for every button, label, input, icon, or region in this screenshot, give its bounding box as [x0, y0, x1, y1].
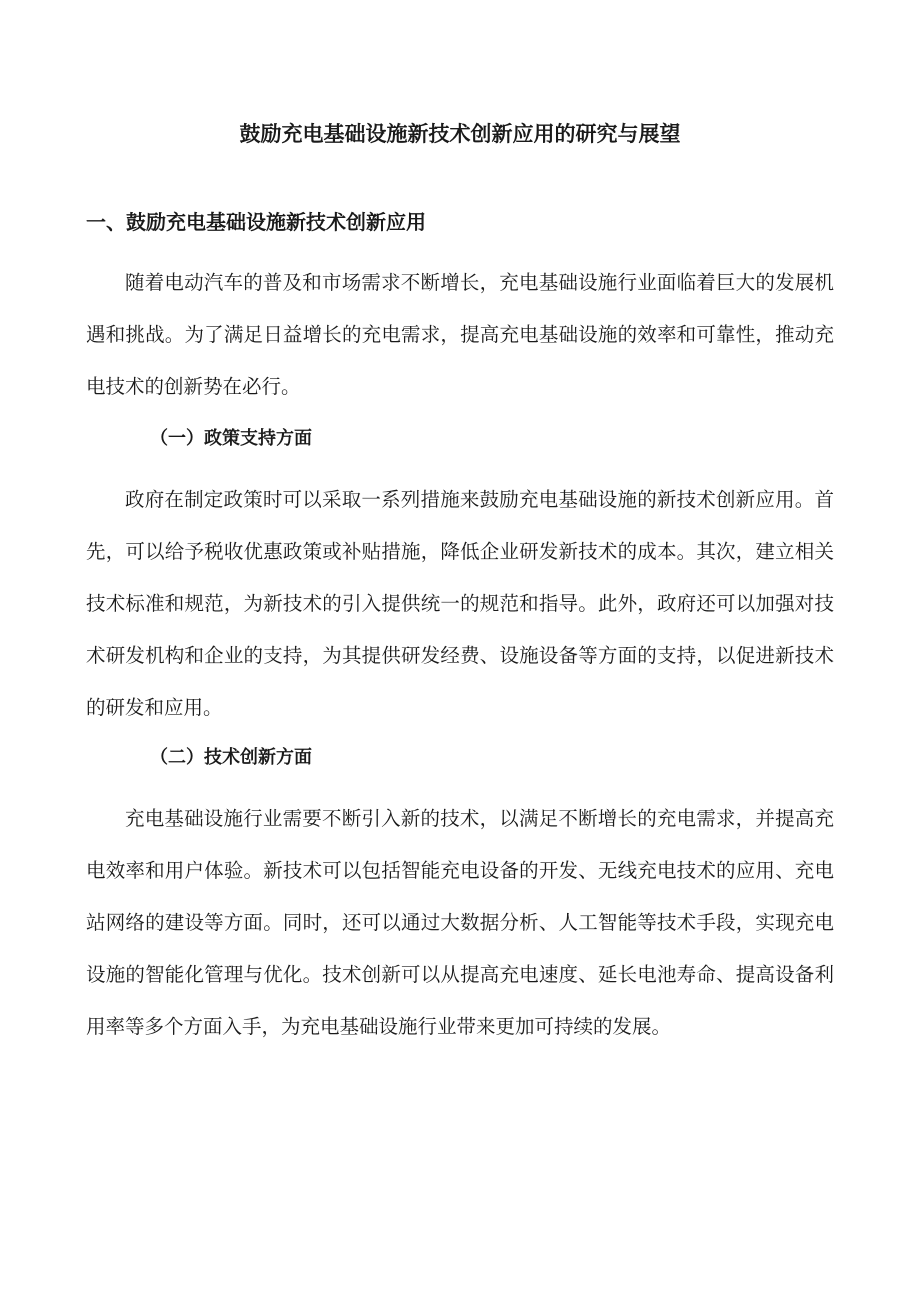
intro-paragraph: 随着电动汽车的普及和市场需求不断增长，充电基础设施行业面临着巨大的发展机遇和挑战。为了满足日益增长的充电需求，提高充电基础设施的效率和可靠性，推动充电技术的创新势在必行。 [86, 271, 834, 398]
policy-paragraph: 政府在制定政策时可以采取一系列措施来鼓励充电基础设施的新技术创新应用。首先，可以给予税收优惠政策或补贴措施，降低企业研发新技术的成本。其次，建立相关技术标准和规范，为新技术的引入提供统一的规范和指导。此外，政府还可以加强对技术研发机构和企业的支持，为其提供研发经费、设施设备等方面的支持，以促进新技术的研发和应用。 [86, 488, 834, 719]
document-title: 鼓励充电基础设施新技术创新应用的研究与展望 [239, 122, 681, 146]
subsection-heading-policy: （一）政策支持方面 [150, 428, 312, 449]
technology-paragraph: 充电基础设施行业需要不断引入新的技术，以满足不断增长的充电需求，并提高充电效率和用户体验。新技术可以包括智能充电设备的开发、无线充电技术的应用、充电站网络的建设等方面。同时，还可以通过大数据分析、人工智能等技术手段，实现充电设施的智能化管理与优化。技术创新可以从提高充电速度、延长电池寿命、提高设备利用率等多个方面入手，为充电基础设施行业带来更加可持续的发展。 [86, 807, 834, 1038]
section-heading: 一、鼓励充电基础设施新技术创新应用 [86, 210, 426, 234]
subsection-heading-technology: （二）技术创新方面 [150, 747, 312, 768]
